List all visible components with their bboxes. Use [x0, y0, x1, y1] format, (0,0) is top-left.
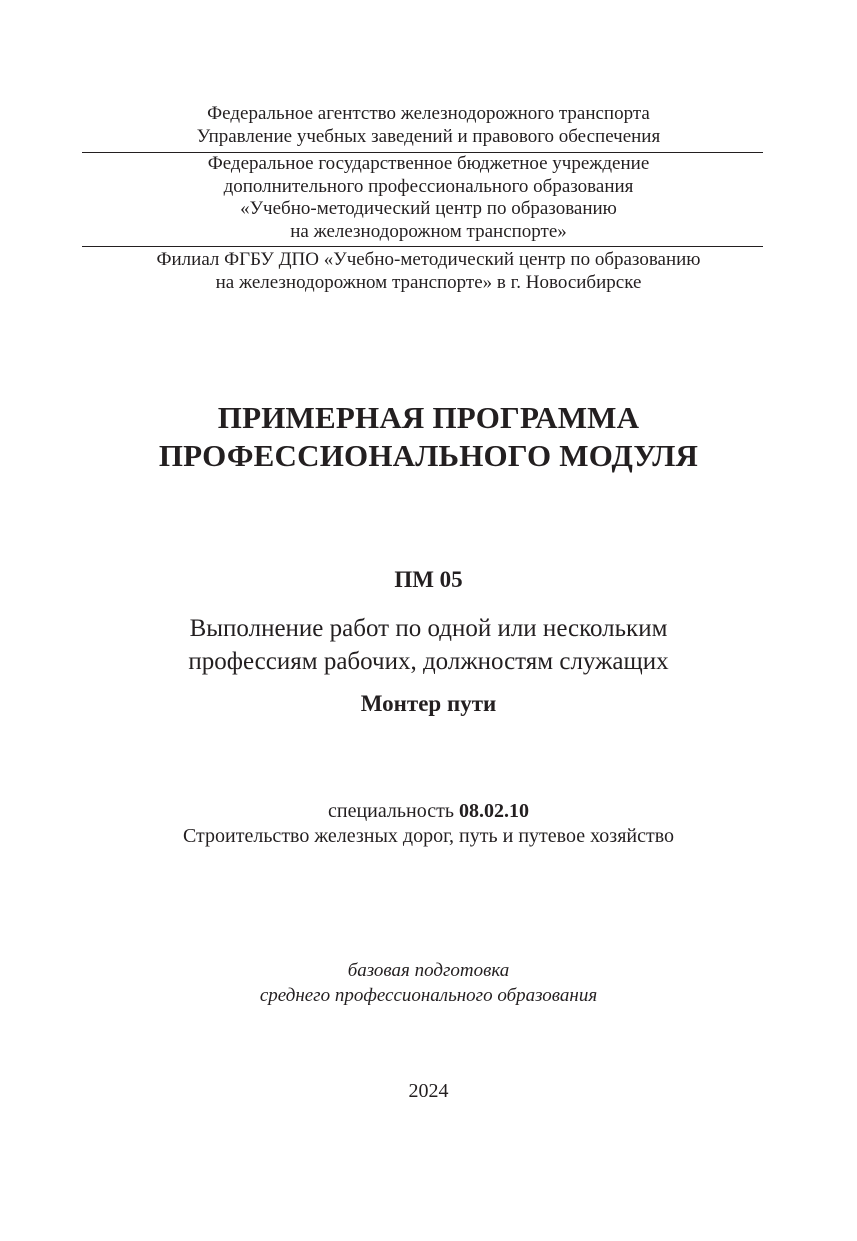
specialty-name: Строительство железных дорог, путь и путевое хозяйство — [182, 825, 675, 847]
module-code: ПМ 05 — [394, 567, 463, 592]
module-description-line-2: профессиям рабочих, должностям служащих — [188, 648, 669, 675]
institution-line-1: Федеральное государственное бюджетное учреждение — [207, 153, 650, 174]
specialty-code: 08.02.10 — [458, 800, 529, 822]
agency-name: Федеральное агентство железнодорожного транспорта — [207, 103, 650, 124]
training-level-line-2: среднего профессионального образования — [259, 985, 598, 1006]
header-divider-bottom — [82, 246, 763, 247]
training-level-line-1: базовая подготовка — [347, 960, 510, 981]
agency-block — [0, 103, 857, 148]
publication-year: 2024 — [408, 1080, 449, 1102]
document-title — [0, 399, 857, 475]
branch-line-1: Филиал ФГБУ ДПО «Учебно-методический центр по образованию — [156, 249, 701, 270]
specialty-block — [0, 799, 857, 849]
agency-department: Управление учебных заведений и правового обеспечения — [196, 125, 661, 147]
module-description-line-1: Выполнение работ по одной или нескольким — [189, 615, 668, 642]
branch-line-2: на железнодорожном транспорте» в г. Новосибирске — [215, 271, 642, 293]
specialty-code-line — [0, 799, 857, 824]
institution-line-3: «Учебно-методический центр по образованию — [240, 198, 617, 219]
institution-line-4: на железнодорожном транспорте» — [290, 220, 567, 242]
document-title-line-1: ПРИМЕРНАЯ ПРОГРАММА — [217, 400, 640, 435]
institution-block — [0, 153, 857, 243]
branch-block — [0, 249, 857, 294]
document-title-line-2: ПРОФЕССИОНАЛЬНОГО МОДУЛЯ — [158, 438, 699, 473]
module-description — [0, 612, 857, 678]
profession-name: Монтер пути — [360, 691, 497, 716]
institution-line-2: дополнительного профессионального образования — [223, 175, 634, 197]
training-level — [0, 958, 857, 1008]
specialty-prefix: специальность — [328, 800, 459, 822]
